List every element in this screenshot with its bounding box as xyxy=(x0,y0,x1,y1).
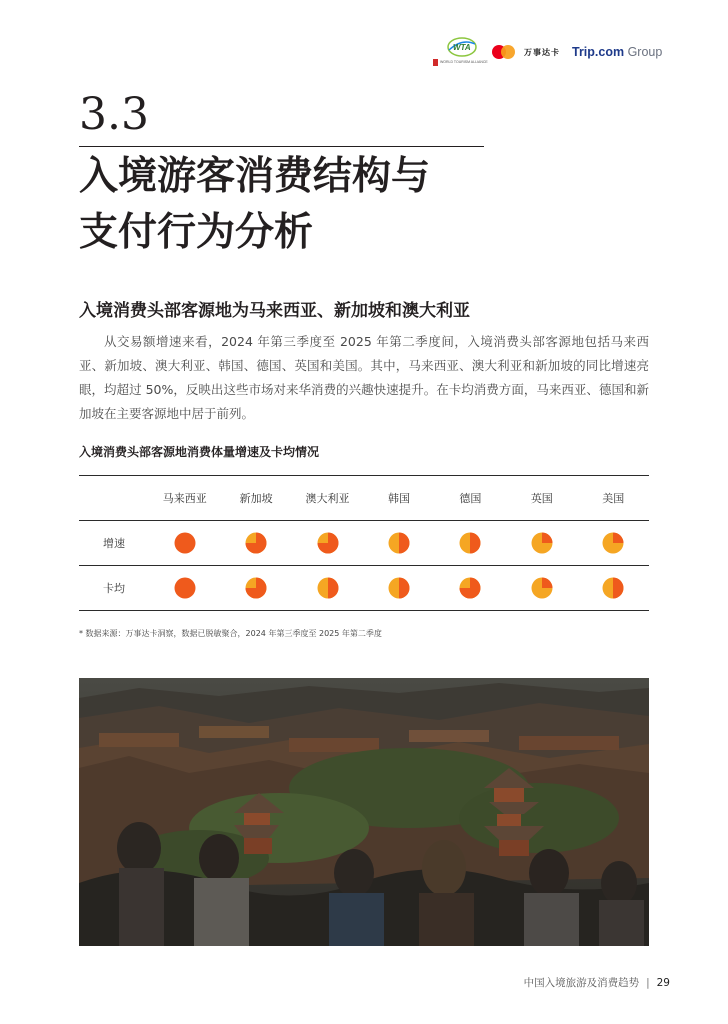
pie-cell xyxy=(506,566,577,611)
pie-icon xyxy=(245,577,267,599)
pie-icon xyxy=(459,532,481,554)
pie-cell xyxy=(435,521,506,566)
pie-icon xyxy=(531,577,553,599)
wta-emblem-icon xyxy=(446,36,478,58)
pie-base xyxy=(174,533,195,554)
subheading: 入境消费头部客源地为马来西亚、新加坡和澳大利亚 xyxy=(79,301,470,321)
pie-icon xyxy=(388,577,410,599)
section-title-line2: 支付行为分析 xyxy=(79,209,314,255)
col-header: 马来西亚 xyxy=(149,476,220,521)
page-footer xyxy=(524,975,670,990)
col-header: 韩国 xyxy=(363,476,434,521)
body-paragraph: 从交易额增速来看，2024 年第三季度至 2025 年第二季度间，入境消费头部客源地包括马来西亚、新加坡、澳大利亚、韩国、德国、英国和美国。其中，马来西亚、澳大利亚和新加坡的同比增速亮眼，均超过 50%，反映出这些市场对来华消费的兴趣快速提升。在卡均消费方面，马来西亚、德国和新加坡在主要客源地中居于前列。 xyxy=(79,334,649,421)
pie-icon xyxy=(602,577,624,599)
col-header: 德国 xyxy=(435,476,506,521)
table-corner-cell xyxy=(79,476,149,521)
pie-cell xyxy=(149,521,220,566)
section-title-line1: 入境游客消费结构与 xyxy=(79,153,431,199)
pie-icon xyxy=(317,577,339,599)
pie-icon xyxy=(174,532,196,554)
pie-slice xyxy=(542,533,553,544)
wta-red-mark xyxy=(433,59,438,66)
wta-logo xyxy=(432,34,488,70)
pie-cell xyxy=(220,566,291,611)
table-header-row xyxy=(79,476,649,521)
page-number: 29 xyxy=(656,976,670,989)
pie-cell xyxy=(292,566,363,611)
footer-report-title: 中国入境旅游及消费趋势 xyxy=(523,977,640,989)
col-header: 澳大利亚 xyxy=(292,476,363,521)
col-header: 新加坡 xyxy=(220,476,291,521)
tripcom-logo xyxy=(572,45,662,59)
pie-icon xyxy=(388,532,410,554)
table-title: 入境消费头部客源地消费体量增速及卡均情况 xyxy=(79,445,320,459)
footnote: * 数据来源：万事达卡洞察，数据已脱敏聚合，2024 年第三季度至 2025 年第二季度 xyxy=(79,629,382,638)
pie-cell xyxy=(292,521,363,566)
row-label: 卡均 xyxy=(79,566,149,611)
pie-icon xyxy=(459,577,481,599)
pie-cell xyxy=(220,521,291,566)
col-header: 英国 xyxy=(506,476,577,521)
pie-icon xyxy=(602,532,624,554)
pie-icon xyxy=(317,532,339,554)
tripcom-group: Group xyxy=(627,45,663,59)
pie-cell xyxy=(363,521,434,566)
pie-cell xyxy=(506,521,577,566)
pie-icon xyxy=(174,577,196,599)
section-title xyxy=(79,148,430,260)
row-label: 增速 xyxy=(79,521,149,566)
pie-slice xyxy=(613,533,624,544)
pie-icon xyxy=(245,532,267,554)
section-number: 3.3 xyxy=(79,89,149,140)
pie-cell xyxy=(363,566,434,611)
pie-cell xyxy=(149,566,220,611)
pie-table xyxy=(79,475,649,611)
village-photo xyxy=(79,678,649,946)
mastercard-logo xyxy=(492,43,520,61)
wta-small-text: WORLD TOURISM ALLIANCE xyxy=(440,60,488,64)
col-header: 美国 xyxy=(578,476,649,521)
pie-cell xyxy=(578,521,649,566)
pie-cell xyxy=(578,566,649,611)
header-logos xyxy=(432,34,662,70)
section-rule xyxy=(79,146,484,147)
mastercard-yellow-circle xyxy=(501,45,515,59)
pie-base xyxy=(174,578,195,599)
tripcom-brand: Trip.com xyxy=(572,45,625,59)
wta-logo-text: WTA xyxy=(453,43,471,52)
mastercard-text: 万事达卡 xyxy=(524,47,560,57)
pie-cell xyxy=(435,566,506,611)
footer-separator: | xyxy=(646,976,650,989)
pie-icon xyxy=(531,532,553,554)
table-row xyxy=(79,566,649,611)
pie-slice xyxy=(542,578,553,589)
table-row xyxy=(79,521,649,566)
village-photo-illustration xyxy=(79,678,649,946)
